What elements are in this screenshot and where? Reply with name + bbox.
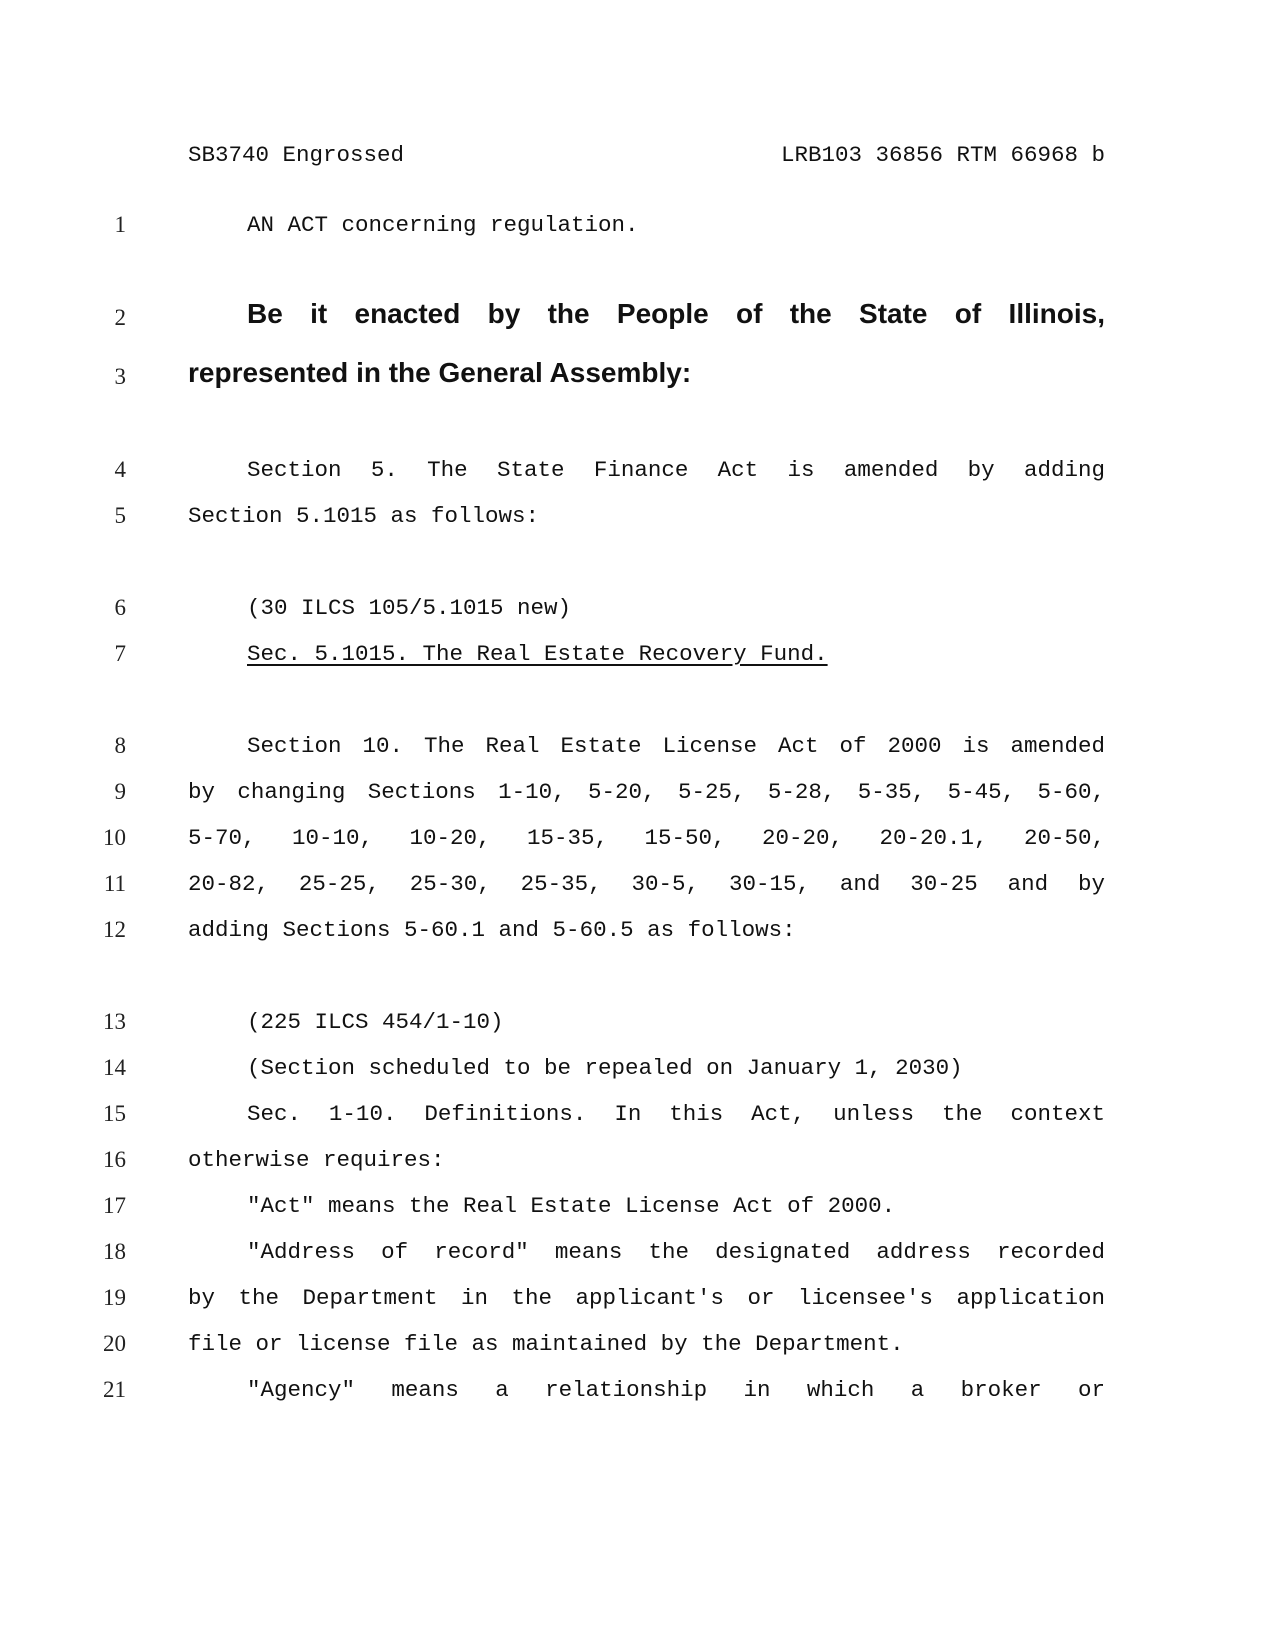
ilcs-citation: (225 ILCS 454/1-10) [247, 1009, 504, 1035]
section-5-text: Section 5.1015 as follows: [188, 503, 540, 529]
section-10-text: 20-82, 25-25, 25-30, 25-35, 30-5, 30-15, and 30-25 and by [188, 871, 1105, 897]
act-title: AN ACT concerning regulation. [247, 212, 639, 238]
enacting-clause-line: Be it enacted by the People of the State of Illinois, [247, 298, 1105, 329]
line-number: 16 [103, 1147, 126, 1172]
line-number: 14 [103, 1055, 126, 1080]
repeal-note: (Section scheduled to be repealed on January 1, 2030) [247, 1055, 963, 1081]
section-10-text: 5-70, 10-10, 10-20, 15-35, 15-50, 20-20, 20-20.1, 20-50, [188, 825, 1105, 851]
line-number: 17 [103, 1193, 126, 1218]
lrb-number: LRB103 36856 RTM 66968 b [780, 142, 1105, 168]
line-number: 20 [103, 1331, 126, 1356]
ilcs-citation: (30 ILCS 105/5.1015 new) [247, 595, 572, 621]
definitions-text: "Agency" means a relationship in which a broker or [247, 1377, 1105, 1403]
enacting-clause-line: represented in the General Assembly: [188, 357, 692, 388]
new-section-heading [188, 641, 1105, 667]
line-number: 21 [103, 1377, 126, 1402]
line-number: 1 [114, 212, 126, 237]
line-number: 15 [103, 1101, 126, 1126]
section-5-text: Section 5. The State Finance Act is amended by adding [247, 457, 1105, 483]
line-number: 18 [103, 1239, 126, 1264]
line-number: 11 [103, 871, 126, 896]
line-number: 13 [103, 1009, 126, 1034]
line-number: 2 [114, 305, 126, 330]
line-number: 8 [114, 733, 126, 758]
section-10-text: adding Sections 5-60.1 and 5-60.5 as follows: [188, 917, 796, 943]
section-10-text: by changing Sections 1-10, 5-20, 5-25, 5-28, 5-35, 5-45, 5-60, [188, 779, 1105, 805]
line-number: 12 [103, 917, 126, 942]
line-number: 10 [103, 825, 126, 850]
line-number: 6 [114, 595, 126, 620]
underlined-new-text: Sec. 5.1015. The Real Estate Recovery Fund. [247, 641, 828, 667]
line-number: 5 [114, 503, 126, 528]
definitions-text: "Address of record" means the designated address recorded [247, 1239, 1105, 1265]
definitions-text: "Act" means the Real Estate License Act of 2000. [247, 1193, 896, 1219]
line-number: 9 [114, 779, 126, 804]
definitions-text: file or license file as maintained by the Department. [188, 1331, 904, 1357]
line-number: 3 [114, 364, 126, 389]
section-10-text: Section 10. The Real Estate License Act of 2000 is amended [247, 733, 1105, 759]
line-number: 4 [114, 457, 126, 482]
bill-number: SB3740 Engrossed [188, 142, 405, 168]
definitions-text: by the Department in the applicant's or licensee's application [188, 1285, 1105, 1311]
line-number: 19 [103, 1285, 126, 1310]
definitions-text: otherwise requires: [188, 1147, 445, 1173]
line-number: 7 [114, 641, 126, 666]
definitions-text: Sec. 1-10. Definitions. In this Act, unless the context [247, 1101, 1105, 1127]
